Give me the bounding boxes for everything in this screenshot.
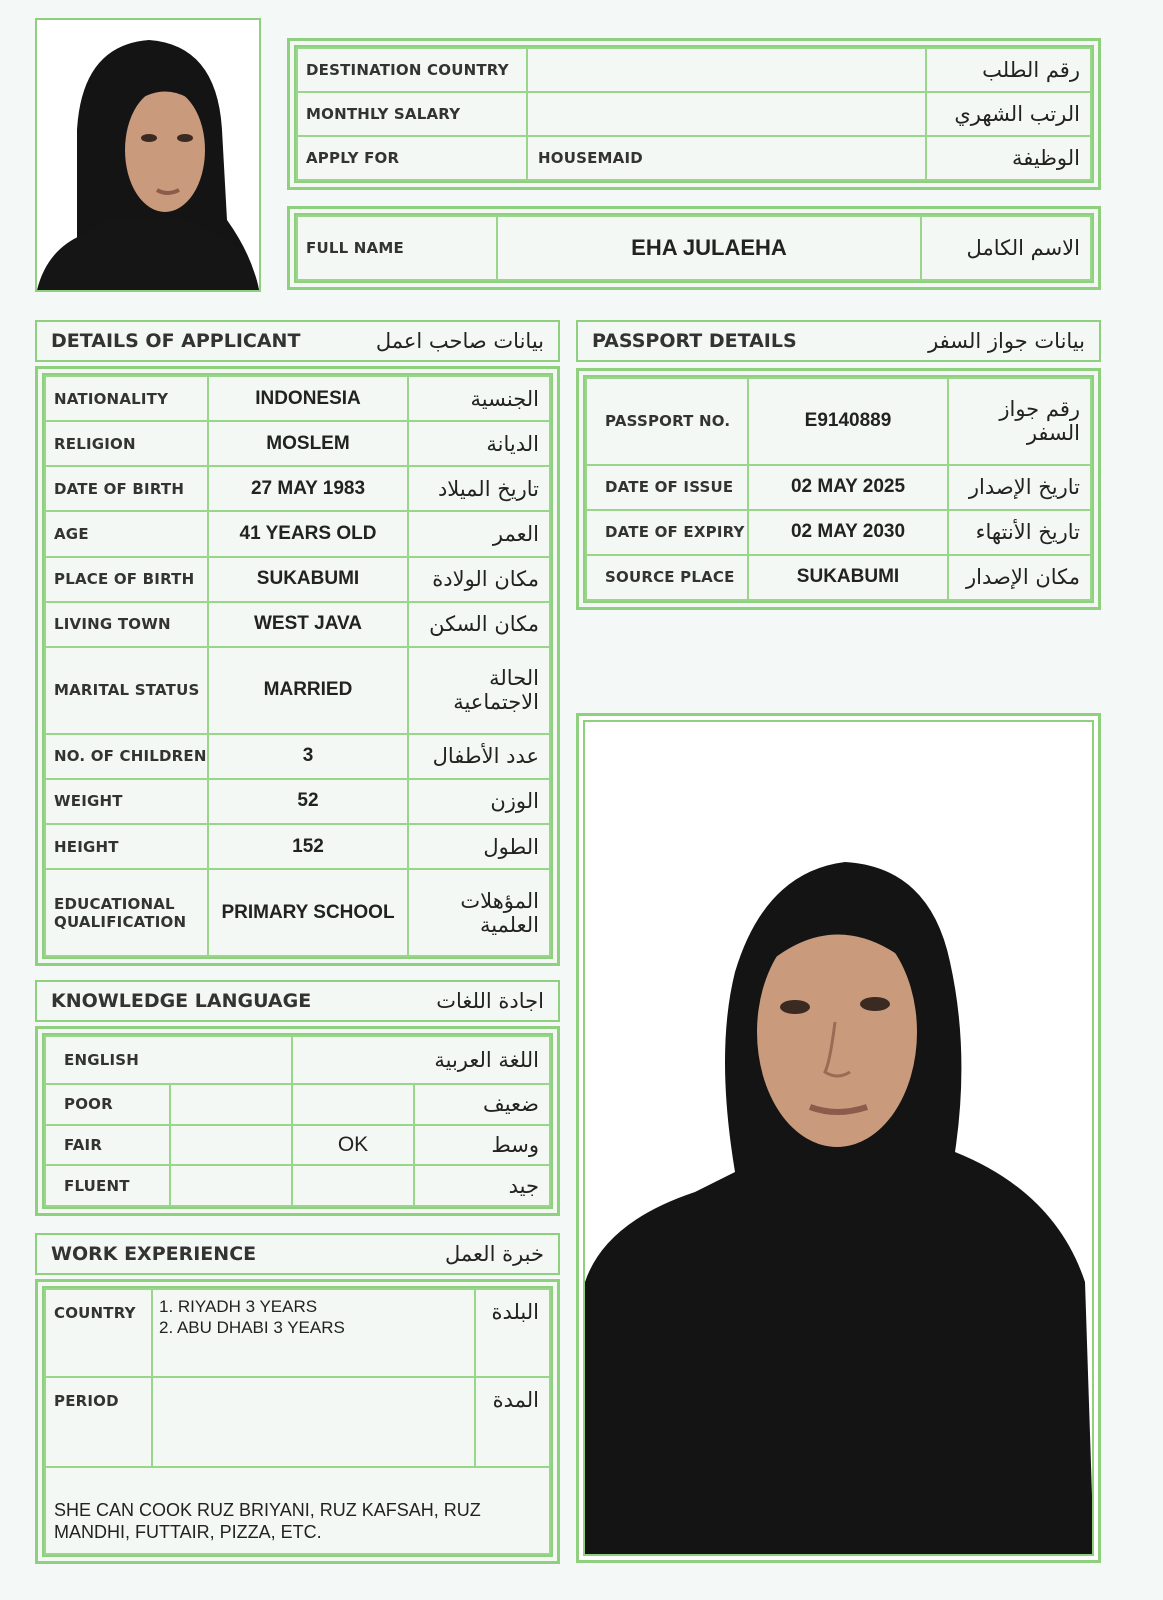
work-section-title: WORK EXPERIENCE bbox=[51, 1243, 257, 1265]
applicant-section-title: DETAILS OF APPLICANT bbox=[51, 330, 301, 352]
language-row-fair bbox=[45, 1125, 550, 1166]
passport-field-label: PASSPORT NO. bbox=[586, 378, 748, 465]
applicant-field-label-ar: الوزن bbox=[408, 779, 550, 824]
passport-field-label: DATE OF EXPIRY bbox=[586, 510, 748, 555]
passport-section-title: PASSPORT DETAILS bbox=[592, 330, 797, 352]
applicant-row bbox=[45, 376, 550, 421]
applicant-field-value: 41 YEARS OLD bbox=[208, 511, 408, 556]
passport-field-label-ar: مكان الإصدار bbox=[948, 555, 1091, 600]
work-country-label: COUNTRY bbox=[45, 1289, 152, 1377]
applicant-field-label: DATE OF BIRTH bbox=[45, 466, 208, 511]
language-row-poor bbox=[45, 1084, 550, 1125]
applicant-field-label: HEIGHT bbox=[45, 824, 208, 869]
work-section-header bbox=[35, 1233, 560, 1275]
applicant-row bbox=[45, 824, 550, 869]
passport-section-title-ar: بيانات جواز السفر bbox=[928, 329, 1085, 353]
passport-section-header bbox=[576, 320, 1101, 362]
applicant-field-label-ar: الديانة bbox=[408, 421, 550, 466]
work-note-row bbox=[45, 1467, 550, 1554]
apply-for-row bbox=[297, 136, 1091, 180]
applicant-field-label: EDUCATIONAL QUALIFICATION bbox=[45, 869, 208, 956]
apply-for-label: APPLY FOR bbox=[297, 136, 527, 180]
level-label: POOR bbox=[45, 1084, 170, 1125]
monthly-salary-row bbox=[297, 92, 1091, 136]
job-info-box bbox=[287, 38, 1101, 190]
portrait-photo-large-frame bbox=[576, 713, 1101, 1563]
language-section-title: KNOWLEDGE LANGUAGE bbox=[51, 990, 312, 1012]
passport-field-label-ar: رقم جواز السفر bbox=[948, 378, 1091, 465]
applicant-row bbox=[45, 466, 550, 511]
arabic-level-cell bbox=[292, 1084, 414, 1125]
person-portrait-icon bbox=[37, 20, 259, 290]
passport-row bbox=[586, 555, 1091, 600]
applicant-field-label-ar: مكان الولادة bbox=[408, 557, 550, 602]
arabic-level-cell: OK bbox=[292, 1125, 414, 1166]
full-name-value: EHA JULAEHA bbox=[497, 216, 921, 280]
applicant-row bbox=[45, 647, 550, 734]
applicant-row bbox=[45, 779, 550, 824]
passport-details-box bbox=[576, 368, 1101, 610]
work-country-row bbox=[45, 1289, 550, 1377]
work-country-value bbox=[152, 1289, 475, 1377]
applicant-row bbox=[45, 511, 550, 556]
applicant-field-value: 52 bbox=[208, 779, 408, 824]
applicant-field-value: MOSLEM bbox=[208, 421, 408, 466]
applicant-field-label: AGE bbox=[45, 511, 208, 556]
monthly-salary-ar: الرتب الشهري bbox=[926, 92, 1091, 136]
applicant-field-label-ar: عدد الأطفال bbox=[408, 734, 550, 779]
full-name-label: FULL NAME bbox=[297, 216, 497, 280]
english-level-cell bbox=[170, 1084, 292, 1125]
destination-country-row bbox=[297, 48, 1091, 92]
applicant-row bbox=[45, 869, 550, 956]
work-note: SHE CAN COOK RUZ BRIYANI, RUZ KAFSAH, RUZ MANDHI, FUTTAIR, PIZZA, ETC. bbox=[45, 1467, 550, 1554]
work-period-ar: المدة bbox=[475, 1377, 550, 1467]
passport-field-value: 02 MAY 2030 bbox=[748, 510, 948, 555]
applicant-field-value: 3 bbox=[208, 734, 408, 779]
full-name-ar: الاسم الكامل bbox=[921, 216, 1091, 280]
monthly-salary-value bbox=[527, 92, 926, 136]
work-country-line: 1. RIYADH 3 YEARS bbox=[159, 1297, 318, 1316]
applicant-field-label: RELIGION bbox=[45, 421, 208, 466]
level-label-ar: وسط bbox=[414, 1125, 550, 1166]
work-period-value bbox=[152, 1377, 475, 1467]
applicant-field-value: MARRIED bbox=[208, 647, 408, 734]
applicant-field-value: INDONESIA bbox=[208, 376, 408, 421]
applicant-field-label: MARITAL STATUS bbox=[45, 647, 208, 734]
applicant-row bbox=[45, 557, 550, 602]
passport-row bbox=[586, 465, 1091, 510]
passport-field-value: 02 MAY 2025 bbox=[748, 465, 948, 510]
language-row-fluent bbox=[45, 1165, 550, 1206]
level-label-ar: جيد bbox=[414, 1165, 550, 1206]
work-country-line: 2. ABU DHABI 3 YEARS bbox=[159, 1318, 345, 1337]
work-period-row bbox=[45, 1377, 550, 1467]
person-portrait-icon bbox=[585, 722, 1094, 1556]
applicant-field-label: PLACE OF BIRTH bbox=[45, 557, 208, 602]
language-section-header bbox=[35, 980, 560, 1022]
work-period-label: PERIOD bbox=[45, 1377, 152, 1467]
arabic-level-cell bbox=[292, 1165, 414, 1206]
language-header-row bbox=[45, 1036, 550, 1084]
work-experience-box bbox=[35, 1279, 560, 1564]
applicant-field-label-ar: مكان السكن bbox=[408, 602, 550, 647]
applicant-row bbox=[45, 421, 550, 466]
english-label: ENGLISH bbox=[45, 1036, 292, 1084]
work-country-ar: البلدة bbox=[475, 1289, 550, 1377]
applicant-field-value: SUKABUMI bbox=[208, 557, 408, 602]
level-label: FAIR bbox=[45, 1125, 170, 1166]
passport-field-label-ar: تاريخ الأنتهاء bbox=[948, 510, 1091, 555]
arabic-label: اللغة العربية bbox=[292, 1036, 550, 1084]
applicant-field-label-ar: تاريخ الميلاد bbox=[408, 466, 550, 511]
passport-field-value: SUKABUMI bbox=[748, 555, 948, 600]
applicant-field-label-ar: الطول bbox=[408, 824, 550, 869]
english-level-cell bbox=[170, 1165, 292, 1206]
english-level-cell bbox=[170, 1125, 292, 1166]
passport-field-label: DATE OF ISSUE bbox=[586, 465, 748, 510]
applicant-field-label: NO. OF CHILDREN bbox=[45, 734, 208, 779]
level-label: FLUENT bbox=[45, 1165, 170, 1206]
applicant-field-label-ar: المؤهلات العلمية bbox=[408, 869, 550, 956]
apply-for-ar: الوظيفة bbox=[926, 136, 1091, 180]
level-label-ar: ضعيف bbox=[414, 1084, 550, 1125]
applicant-field-value: 27 MAY 1983 bbox=[208, 466, 408, 511]
language-section-title-ar: اجادة اللغات bbox=[436, 989, 544, 1013]
work-section-title-ar: خبرة العمل bbox=[445, 1242, 544, 1266]
apply-for-value: HOUSEMAID bbox=[527, 136, 926, 180]
applicant-field-label: LIVING TOWN bbox=[45, 602, 208, 647]
applicant-field-label-ar: العمر bbox=[408, 511, 550, 556]
applicant-field-value: 152 bbox=[208, 824, 408, 869]
applicant-field-label-ar: الحالة الاجتماعية bbox=[408, 647, 550, 734]
destination-country-label: DESTINATION COUNTRY bbox=[297, 48, 527, 92]
applicant-field-label-ar: الجنسية bbox=[408, 376, 550, 421]
full-name-box bbox=[287, 206, 1101, 290]
portrait-photo-small bbox=[35, 18, 261, 292]
applicant-field-value: PRIMARY SCHOOL bbox=[208, 869, 408, 956]
passport-field-label: SOURCE PLACE bbox=[586, 555, 748, 600]
applicant-field-label: NATIONALITY bbox=[45, 376, 208, 421]
passport-field-label-ar: تاريخ الإصدار bbox=[948, 465, 1091, 510]
applicant-section-header bbox=[35, 320, 560, 362]
passport-field-value: E9140889 bbox=[748, 378, 948, 465]
applicant-details-box bbox=[35, 366, 560, 966]
applicant-field-value: WEST JAVA bbox=[208, 602, 408, 647]
passport-row bbox=[586, 510, 1091, 555]
passport-row bbox=[586, 378, 1091, 465]
applicant-field-label: WEIGHT bbox=[45, 779, 208, 824]
language-box bbox=[35, 1026, 560, 1216]
applicant-row bbox=[45, 734, 550, 779]
destination-country-ar: رقم الطلب bbox=[926, 48, 1091, 92]
monthly-salary-label: MONTHLY SALARY bbox=[297, 92, 527, 136]
applicant-section-title-ar: بيانات صاحب اعمل bbox=[375, 329, 544, 353]
destination-country-value bbox=[527, 48, 926, 92]
applicant-row bbox=[45, 602, 550, 647]
